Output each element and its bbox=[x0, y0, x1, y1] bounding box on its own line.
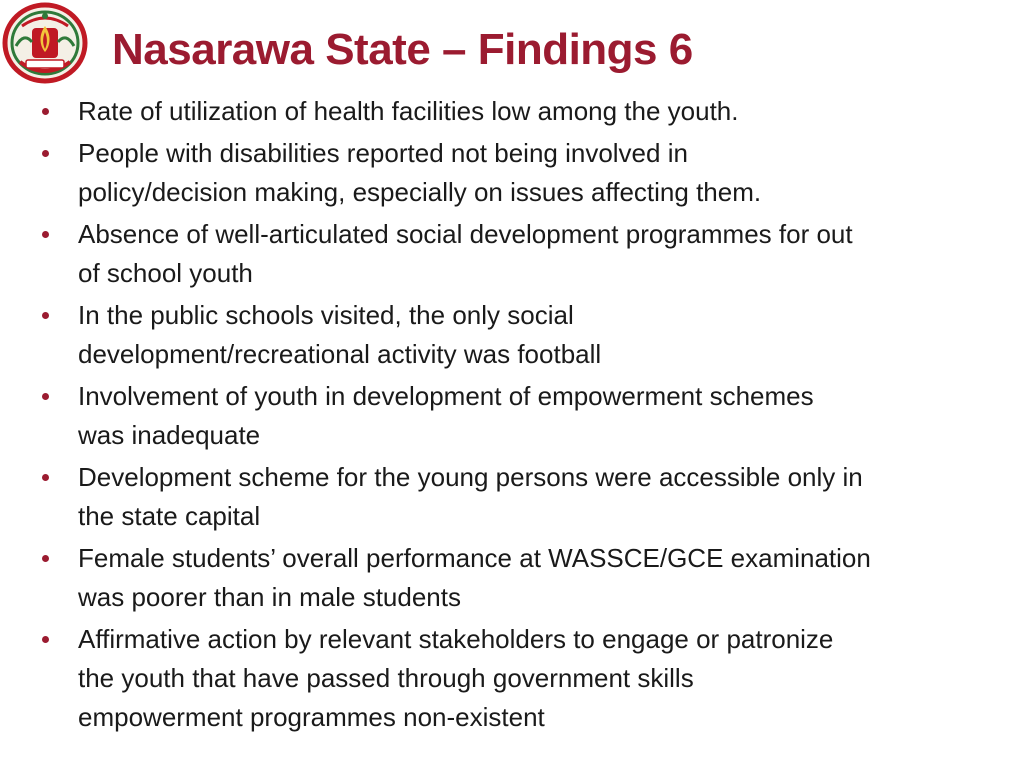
list-item bbox=[36, 377, 1006, 455]
bullet-text: Affirmative action by relevant stakeholders to engage or patronize the youth that have passed through government skills empowerment programmes non-existent bbox=[78, 624, 834, 732]
bullet-dot-icon bbox=[42, 108, 49, 115]
bullet-text: Absence of well-articulated social development programmes for out of school youth bbox=[78, 219, 853, 288]
list-item bbox=[36, 539, 1006, 617]
list-item bbox=[36, 458, 1006, 536]
bullet-text: In the public schools visited, the only social development/recreational activity was football bbox=[78, 300, 602, 369]
bullet-dot-icon bbox=[42, 312, 49, 319]
slide-title: Nasarawa State – Findings 6 bbox=[112, 25, 693, 74]
state-crest-icon bbox=[2, 2, 88, 84]
bullet-text: Development scheme for the young persons were accessible only in the state capital bbox=[78, 462, 863, 531]
bullet-text: Involvement of youth in development of empowerment schemes was inadequate bbox=[78, 381, 814, 450]
bullet-text: Female students’ overall performance at WASSCE/GCE examination was poorer than in male students bbox=[78, 543, 871, 612]
bullet-dot-icon bbox=[42, 474, 49, 481]
bullet-dot-icon bbox=[42, 555, 49, 562]
bullet-dot-icon bbox=[42, 636, 49, 643]
list-item bbox=[36, 296, 1006, 374]
bullet-dot-icon bbox=[42, 150, 49, 157]
list-item bbox=[36, 620, 1006, 737]
findings-list bbox=[36, 92, 1006, 740]
bullet-dot-icon bbox=[42, 393, 49, 400]
bullet-dot-icon bbox=[42, 231, 49, 238]
bullet-text: People with disabilities reported not being involved in policy/decision making, especially on issues affecting them. bbox=[78, 138, 762, 207]
list-item bbox=[36, 92, 1006, 131]
bullet-text: Rate of utilization of health facilities low among the youth. bbox=[78, 96, 739, 126]
list-item bbox=[36, 215, 1006, 293]
list-item bbox=[36, 134, 1006, 212]
